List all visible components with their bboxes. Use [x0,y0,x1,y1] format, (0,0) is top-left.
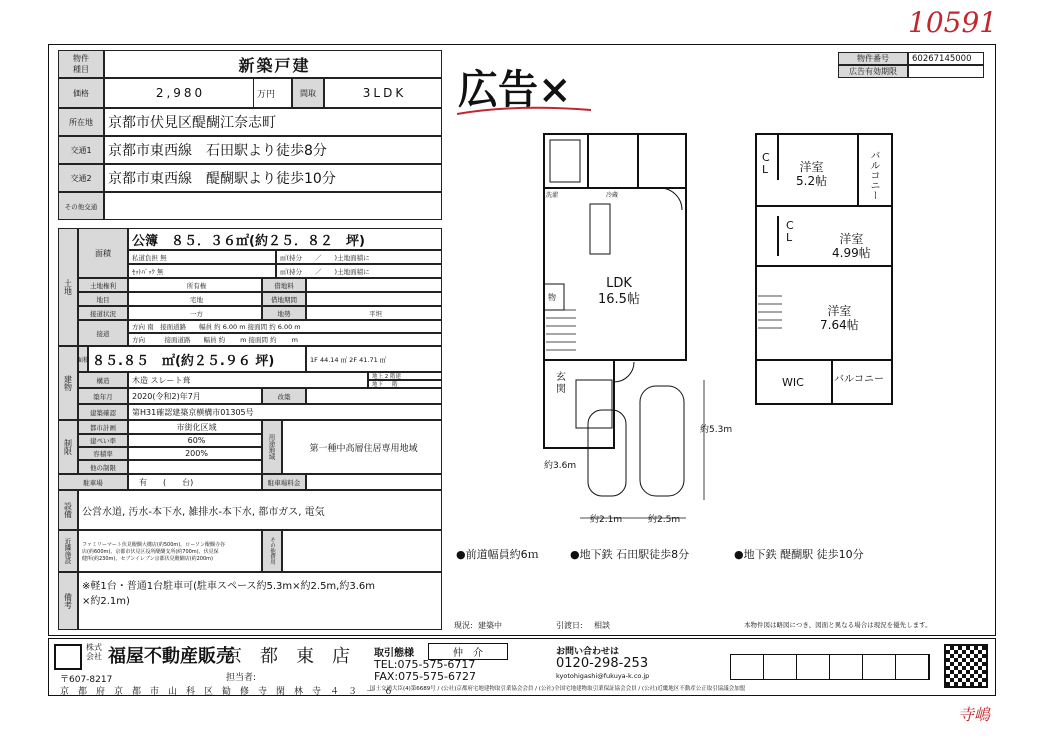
company-logo [54,644,82,670]
nearby-line2: 店(約600m)、京都市伏見区役所醍醐支所(約700m)、伏見保 [82,548,219,555]
room-fridge: 冷蔵 [606,192,619,199]
lease-term-value [306,292,442,306]
company-name: 福屋不動産販売 [108,646,234,667]
location-value: 京都市伏見区醍醐江奈志町 [104,108,442,136]
frontage2: 方向 接面道路 幅員 約 m 接面間 約 m [128,333,442,346]
freedial: 0120-298-253 [556,656,649,671]
room-storage: 物 [548,293,556,302]
category-value: 宅地 [128,292,262,306]
parking-fee-value [306,474,442,490]
setback-share: ㎡(持分 ／ )土地面積に [276,264,442,278]
renov-label: 改築 [262,388,306,404]
land-area-value: 公簿 ８５．３６㎡(約２５．８２ 坪) [128,228,442,250]
postal-code: 〒607-8217 [60,675,113,685]
room-western2: 洋室 4.99帖 [832,232,871,260]
lease-label: 借地料 [262,278,306,292]
coverage-value: 60% [128,434,262,447]
parking-value: 有 ( 台) [128,474,262,490]
room-western3: 洋室 7.64帖 [820,304,859,332]
price-value: 2,980 [104,78,254,108]
built-value: 2020(令和2)年7月 [128,388,262,404]
room-entrance: 玄 関 [556,372,566,395]
fax: FAX:075-575-6727 [374,670,477,683]
other-fee-label: その他費用 [262,530,282,572]
renov-value [306,388,442,404]
transport2-value: 京都市東西線 醍醐駅より徒歩10分 [104,164,442,192]
land-area-label: 面積 [78,228,128,278]
handwritten-ad-mark: 広告× [458,66,572,113]
other-limit-label: 他の制限 [78,460,128,474]
layout-value: 3LDK [324,78,442,108]
location-label: 所在地 [58,108,104,136]
floors-value: 地上 2 階建 [368,372,442,380]
transaction-mode-label: 取引態様 [374,648,414,659]
wic: WIC [782,376,804,389]
room-western1: 洋室 5.2帖 [796,160,828,188]
closet2: C L [786,219,794,244]
transport1-value: 京都市東西線 石田駅より徒歩8分 [104,136,442,164]
road-label: 接道状況 [78,306,128,320]
room-ldk: LDK 16.5帖 [598,276,640,307]
lease-value [306,278,442,292]
structure-value: 木造 スレート葺 [128,372,368,388]
category-label: 地目 [78,292,128,306]
remarks-line2: ×約2.1m) [82,596,130,607]
room-washer: 洗濯 [546,192,559,199]
feature-daigo: ●地下鉄 醍醐駅 徒歩10分 [734,548,864,561]
setback: ｾｯﾄﾊﾞｯｸ 無 [128,264,276,278]
nearby-line3: 健所(約230m)、セブンイレブン京都伏見醍醐店(約200m) [82,555,213,562]
remarks-line1: ※軽1台・普通1台駐車可(駐車スペース約5.3m×約2.5m,約3.6m [82,581,375,592]
price-label: 価格 [58,78,104,108]
feature-ishida: ●地下鉄 石田駅徒歩8分 [570,548,690,561]
facilities-label: 設備 [58,490,78,530]
transport2-label: 交通2 [58,164,104,192]
land-section-label: 土地 [58,228,78,346]
dim-2-1: 約2.1m [590,515,623,525]
road-value: 一方 [128,306,262,320]
cert-value: 第H31確認建築京横構市01305号 [128,404,442,420]
other-transport-label: その他交通 [58,192,104,220]
balcony2: バルコニー [834,374,884,385]
basement-value: 地下 階 [368,380,442,388]
city-plan-label: 都市計画 [78,420,128,434]
expiry-value [908,65,984,78]
structure-label: 構造 [78,372,128,388]
building-area-value: ８５.８５ ㎡(約２５.９６ 坪) [88,346,306,372]
handwritten-number: 10591 [908,6,998,39]
email: kyotohigashi@fukuya-k.co.jp [556,672,650,680]
other-transport-value [104,192,442,220]
building-area-label: 面積 [78,346,88,372]
dim-5-3: 約5.3m [700,425,733,435]
property-number-label: 物件番号 [838,52,908,65]
type-label: 物件 種目 [58,50,104,78]
transport1-label: 交通1 [58,136,104,164]
phone: TEL:075-575-6717 [374,658,476,671]
nearby-block [78,530,262,572]
closet1: C L [762,151,770,176]
dim-2-5: 約2.5m [648,515,681,525]
license-line: 国土交通大臣(4)第6689号 / (公社)京都府宅地建物取引業協会会員 / (公社)全国宅地建物取引業保証協会会員 / (公社)近畿地区不動産公正取引協議会加盟 [370,686,746,692]
frontage-label: 接道 [78,320,128,346]
far-value: 200% [128,447,262,460]
handwritten-corner-note: 寺嶋 [958,705,991,724]
rights-label: 土地権利 [78,278,128,292]
facilities-value: 公営水道, 汚水-本下水, 雑排水-本下水, 都市ガス, 電気 [78,490,442,530]
coverage-label: 建ぺい率 [78,434,128,447]
lease-term-label: 借地期間 [262,292,306,306]
limits-section-label: 制限 [58,420,78,474]
far-label: 容積率 [78,447,128,460]
zoning-label: 用途地域 [262,420,282,474]
feature-road: ●前道幅員約6ｍ [456,548,539,561]
delivery-label: 引渡日: [556,621,583,630]
branch-name: 京 都 東 店 [224,646,350,667]
dim-3-6: 約3.6m [544,461,577,471]
city-plan-value: 市街化区域 [128,420,262,434]
parking-fee-label: 駐車場料金 [262,474,306,490]
floor-areas: 1F 44.14 ㎡ 2F 41.71 ㎡ [306,346,442,372]
remarks-block [78,572,442,630]
price-unit: 万円 [254,78,292,108]
contact-person-label: 担当者: [226,673,257,683]
balcony1: バルコニー [868,150,879,200]
stamp-grid [730,654,930,680]
disclaimer: 本物件図は略図につき、図面と異なる場合は現況を優先します。 [744,621,932,629]
status-value: 建築中 [478,621,502,630]
status-label: 現況: [454,621,473,630]
parking-label: 駐車場 [58,474,128,490]
zoning-value: 第一種中高層住居専用地域 [282,420,442,474]
cert-label: 建築確認 [78,404,128,420]
inquiry-label: お問い合わせは [556,647,620,657]
built-label: 築年月 [78,388,128,404]
terrain-label: 地勢 [262,306,306,320]
delivery-value: 相談 [594,621,610,630]
layout-label: 間取 [292,78,324,108]
company-type: 株式 会社 [86,643,102,661]
property-type: 新築戸建 [104,50,442,78]
other-fee-value [282,530,442,572]
rights-value: 所有権 [128,278,262,292]
private-road-share: ㎡(持分 ／ )土地面積に [276,250,442,264]
transaction-mode: 仲 介 [428,643,508,660]
frontage1: 方向 南 接面道路 幅員 約 6.00 m 接面間 約 6.00 m [128,320,442,333]
property-number: 60267145000 [908,52,984,65]
private-road: 私道負担 無 [128,250,276,264]
nearby-label: 近隣施設 [58,530,78,572]
nearby-line1: ファミリーマート伏見醍醐大構店(約500m)、ローソン醍醐寺谷 [82,541,226,548]
floorplan-drawing [520,120,920,540]
company-address: 京 都 府 京 都 市 山 科 区 勧 修 寺 閑 林 寺 ４ ３ － ６ [60,687,394,697]
qr-code-icon [944,644,988,688]
other-limit-value [128,460,262,474]
building-section-label: 建物 [58,346,78,420]
expiry-label: 広告有効期限 [838,65,908,78]
remarks-label: 備考 [58,572,78,630]
terrain-value: 平坦 [306,306,442,320]
